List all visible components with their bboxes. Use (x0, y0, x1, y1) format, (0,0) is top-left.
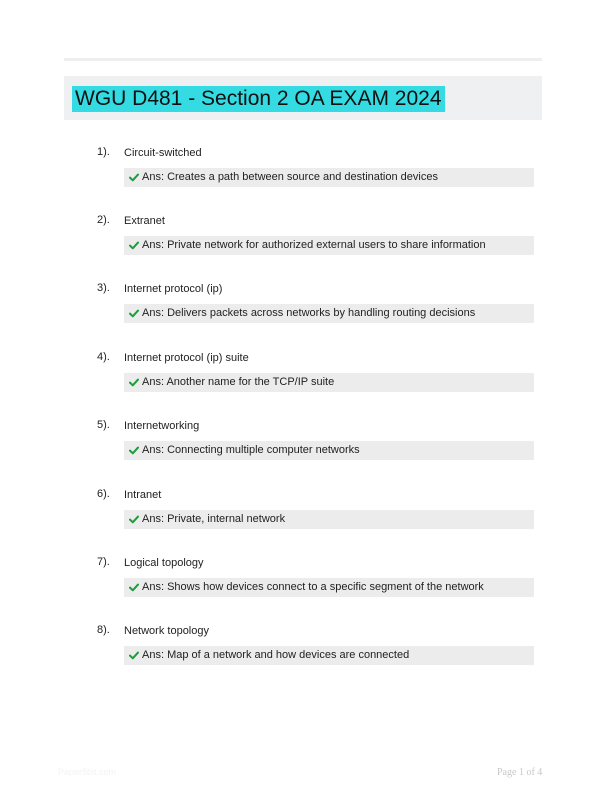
question-term: Circuit-switched (124, 147, 202, 159)
footer-watermark: Paper8bit.com (58, 767, 117, 777)
answer-box (124, 304, 534, 323)
answer-box (124, 646, 534, 665)
qa-item (0, 418, 606, 478)
qa-item (0, 487, 606, 547)
check-icon (129, 583, 139, 592)
answer-box (124, 578, 534, 597)
check-icon (129, 446, 139, 455)
page-number: Page 1 of 4 (497, 767, 543, 778)
question-number: 5). (97, 419, 110, 431)
question-term: Network topology (124, 625, 209, 637)
answer-text: Ans: Private, internal network (142, 513, 286, 525)
question-number: 1). (97, 146, 110, 158)
qa-item (0, 350, 606, 410)
question-number: 7). (97, 556, 110, 568)
answer-box (124, 441, 534, 460)
question-term: Internetworking (124, 420, 200, 432)
check-icon (129, 378, 139, 387)
qa-item (0, 213, 606, 273)
answer-box (124, 168, 534, 187)
check-icon (129, 651, 139, 660)
question-term: Logical topology (124, 557, 204, 569)
qa-item (0, 145, 606, 205)
qa-item (0, 281, 606, 341)
answer-text: Ans: Private network for authorized external users to share information (142, 239, 486, 251)
answer-text: Ans: Shows how devices connect to a specific segment of the network (142, 581, 484, 593)
check-icon (129, 515, 139, 524)
answer-text: Ans: Connecting multiple computer networks (142, 444, 360, 456)
question-term: Extranet (124, 215, 165, 227)
question-term: Intranet (124, 489, 162, 501)
answer-text: Ans: Creates a path between source and destination devices (142, 171, 438, 183)
document-title: WGU D481 - Section 2 OA EXAM 2024 (72, 86, 445, 112)
question-term: Internet protocol (ip) (124, 283, 223, 295)
check-icon (129, 309, 139, 318)
question-number: 4). (97, 351, 110, 363)
check-icon (129, 241, 139, 250)
question-term: Internet protocol (ip) suite (124, 352, 249, 364)
question-number: 8). (97, 624, 110, 636)
question-number: 2). (97, 214, 110, 226)
answer-box (124, 510, 534, 529)
answer-box (124, 236, 534, 255)
qa-item (0, 623, 606, 683)
question-number: 6). (97, 488, 110, 500)
check-icon (129, 173, 139, 182)
answer-text: Ans: Delivers packets across networks by handling routing decisions (142, 307, 476, 319)
question-number: 3). (97, 282, 110, 294)
answer-text: Ans: Another name for the TCP/IP suite (142, 376, 335, 388)
qa-item (0, 555, 606, 615)
answer-box (124, 373, 534, 392)
answer-text: Ans: Map of a network and how devices are connected (142, 649, 410, 661)
